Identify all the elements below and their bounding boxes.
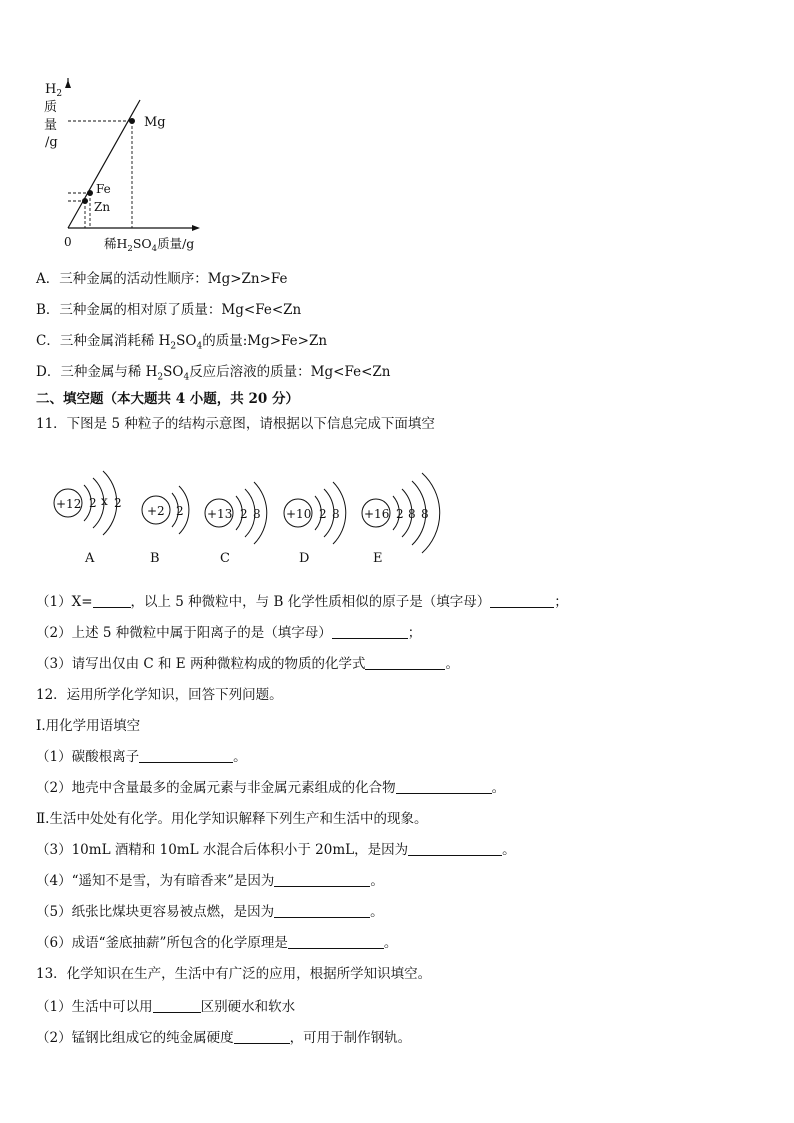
mg-point <box>129 118 135 124</box>
q12-sub5: （5）纸张比煤块更容易被点燃，是因为 。 <box>36 904 384 920</box>
svg-text:2: 2 <box>396 507 404 521</box>
option-c: C．三种金属消耗稀 $H_2SO_4$的质量:Mg>Fe>Zn <box>36 333 328 352</box>
q12-stem: 12．运用所学化学知识，回答下列问题。 <box>36 687 283 703</box>
svg-text:2: 2 <box>114 496 122 510</box>
blank-x[interactable] <box>93 593 131 608</box>
q13-sub2: （2）锰钢比组成它的纯金属硬度 ，可用于制作钢轨。 <box>36 1030 412 1046</box>
option-a: A．三种金属的活动性顺序：Mg>Zn>Fe <box>36 271 288 287</box>
q13-stem: 13．化学知识在生产，生活中有广泛的应用，根据所学知识填空。 <box>36 966 432 982</box>
y-label-char2: 量 <box>44 118 58 133</box>
svg-text:8: 8 <box>332 507 340 521</box>
q11-stem: 11．下图是 5 种粒子的结构示意图，请根据以下信息完成下面填空 <box>36 416 435 432</box>
mg-label: Mg <box>144 115 166 130</box>
q12-sub3: （3）10mL 酒精和 10mL 水混合后体积小于 20mL，是因为 。 <box>36 842 516 858</box>
svg-text:+12: +12 <box>56 497 82 511</box>
origin-label: 0 <box>64 235 72 249</box>
x-axis-arrow <box>192 225 200 231</box>
q13-sub1: （1）生活中可以用 区别硬水和软水 <box>36 999 296 1015</box>
q11-sub3: （3）请写出仅由 C 和 E 两种微粒构成的物质的化学式 。 <box>36 656 459 672</box>
blank-carbonate[interactable] <box>139 748 233 763</box>
q12-part2: Ⅱ.生活中处处有化学。用化学知识解释下列生产和生活中的现象。 <box>36 811 428 827</box>
svg-text:2: 2 <box>240 507 248 521</box>
svg-text:+2: +2 <box>147 504 165 518</box>
particle-c <box>205 482 267 566</box>
blank-similar-atom[interactable] <box>490 593 554 608</box>
svg-text:2: 2 <box>89 496 97 510</box>
svg-text:2: 2 <box>319 507 327 521</box>
particle-d <box>284 482 346 566</box>
blank-formula[interactable] <box>365 655 445 670</box>
q12-sub1: （1）碳酸根离子 。 <box>36 749 247 765</box>
svg-text:8: 8 <box>253 507 261 521</box>
q12-sub4: （4）“遥知不是雪，为有暗香来”是因为 。 <box>36 873 384 889</box>
q12-part1: Ⅰ.用化学用语填空 <box>36 718 141 734</box>
svg-text:8: 8 <box>421 507 429 521</box>
y-label-h2: $H_2$ <box>45 82 63 99</box>
particle-e <box>362 473 440 566</box>
blank-combustion[interactable] <box>274 903 370 918</box>
blank-compound[interactable] <box>396 779 492 794</box>
y-label-unit: /g <box>45 135 58 150</box>
svg-text:+16: +16 <box>364 507 390 521</box>
blank-hard-water[interactable] <box>153 998 201 1013</box>
atomic-structure-diagram <box>40 452 460 574</box>
option-d: D．三种金属与稀 $H_2SO_4$反应后溶液的质量：Mg<Fe<Zn <box>36 364 391 383</box>
particle-a-label: A <box>85 551 95 566</box>
particle-c-label: C <box>220 551 230 566</box>
q12-sub2: （2）地壳中含量最多的金属元素与非金属元素组成的化合物 。 <box>36 780 506 796</box>
svg-text:+13: +13 <box>207 507 233 521</box>
y-label-char1: 质 <box>44 100 58 115</box>
particle-a <box>54 471 122 566</box>
blank-volume[interactable] <box>408 841 502 856</box>
q11-sub1: （1）X= ，以上 5 种微粒中，与 B 化学性质相似的原子是（填字母） ； <box>36 594 568 610</box>
svg-text:+10: +10 <box>286 507 312 521</box>
particle-b-label: B <box>150 551 160 566</box>
option-b: B．三种金属的相对原了质量：Mg<Fe<Zn <box>36 302 302 318</box>
fe-label: Fe <box>96 182 111 196</box>
svg-text:x: x <box>101 494 108 508</box>
particle-b <box>142 486 189 566</box>
zn-label: Zn <box>94 200 111 214</box>
h2-mass-graph <box>36 78 206 256</box>
blank-hardness[interactable] <box>234 1029 290 1044</box>
x-axis-label: 稀$H_2SO_4$质量/g <box>104 236 195 254</box>
section-heading: 二、填空题（本大题共 4 小题，共 20 分） <box>36 391 299 407</box>
blank-principle[interactable] <box>288 934 384 949</box>
svg-text:8: 8 <box>408 507 416 521</box>
y-axis-arrow <box>65 80 71 88</box>
blank-cation[interactable] <box>332 624 408 639</box>
blank-fragrance[interactable] <box>274 872 370 887</box>
svg-text:2: 2 <box>176 504 184 518</box>
particle-d-label: D <box>299 551 310 566</box>
particle-e-label: E <box>373 551 383 566</box>
q12-sub6: （6）成语“釜底抽薪”所包含的化学原理是 。 <box>36 935 398 951</box>
fe-point <box>87 190 93 196</box>
q11-sub2: （2）上述 5 种微粒中属于阳离子的是（填字母） ； <box>36 625 422 641</box>
zn-point <box>82 198 88 204</box>
